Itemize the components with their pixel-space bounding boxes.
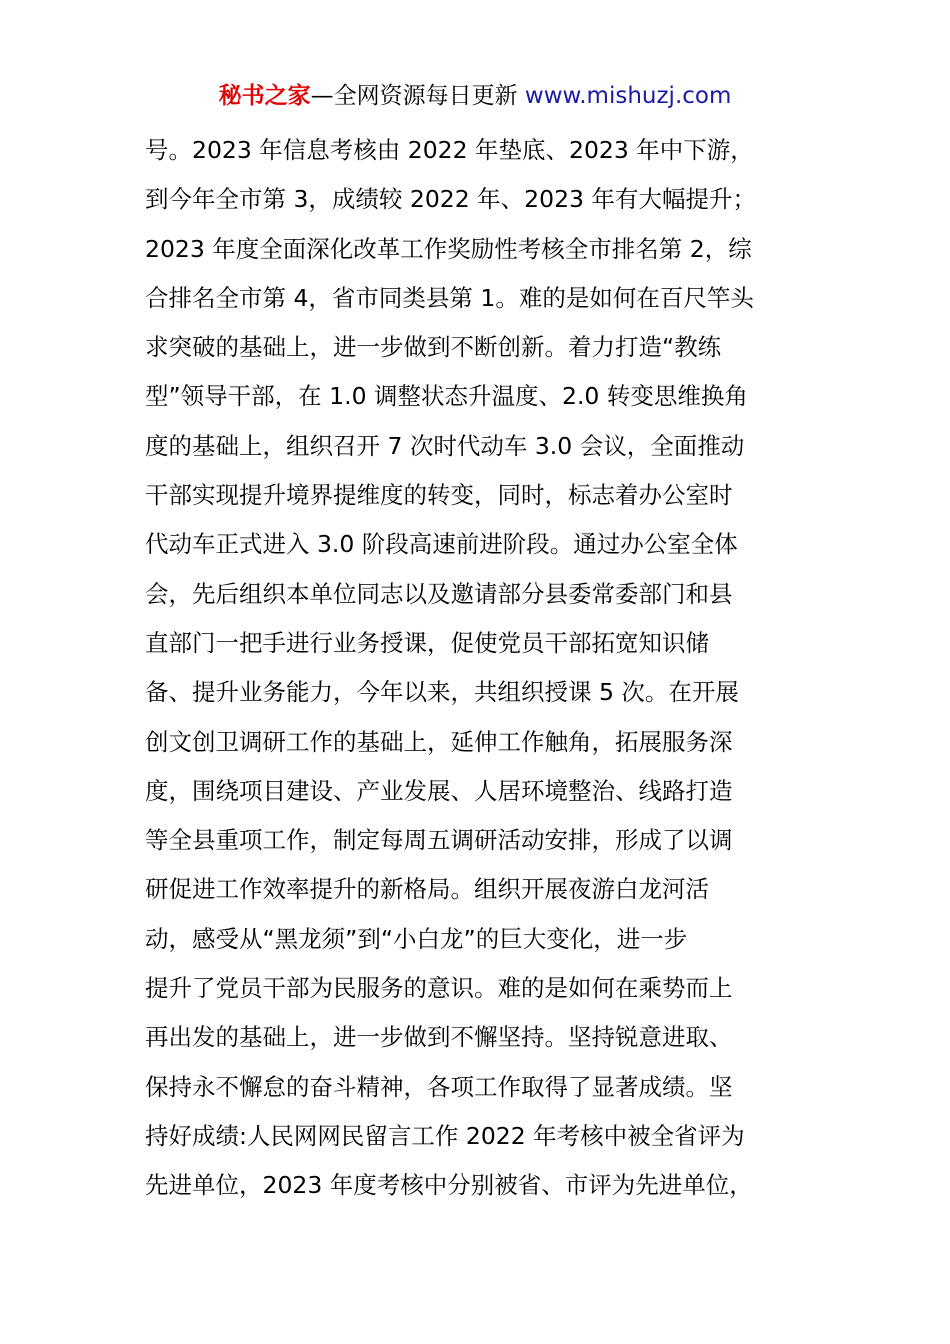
text-line: 合排名全市第 4，省市同类县第 1。难的是如何在百尺竿头	[145, 283, 754, 312]
text-line: 度的基础上，组织召开 7 次时代动车 3.0 会议，全面推动	[145, 431, 745, 460]
text-line: 保持永不懈怠的奋斗精神，各项工作取得了显著成绩。坚	[145, 1072, 733, 1101]
text-line: 研促进工作效率提升的新格局。组织开展夜游白龙河活	[145, 875, 709, 904]
document-body	[145, 126, 815, 1211]
text-line: 等全县重项工作，制定每周五调研活动安排，形成了以调	[145, 826, 733, 855]
text-line: 持好成绩:人民网网民留言工作 2022 年考核中被全省评为	[145, 1121, 745, 1150]
text-line: 创文创卫调研工作的基础上，延伸工作触角，拓展服务深	[145, 727, 733, 756]
site-tagline: —全网资源每日更新	[310, 83, 518, 109]
text-line: 2023 年度全面深化改革工作奖励性考核全市排名第 2，综	[145, 234, 752, 263]
text-line: 直部门一把手进行业务授课，促使党员干部拓宽知识储	[145, 628, 709, 657]
site-header	[0, 80, 950, 112]
text-line: 号。2023 年信息考核由 2022 年垫底、2023 年中下游，	[145, 136, 754, 164]
text-line: 再出发的基础上，进一步做到不懈坚持。坚持锐意进取、	[145, 1023, 733, 1052]
site-brand: 秘书之家	[218, 83, 311, 109]
text-line: 会，先后组织本单位同志以及邀请部分县委常委部门和县	[145, 579, 733, 608]
text-line: 动，感受从“黑龙须”到“小白龙”的巨大变化，进一步	[145, 924, 688, 953]
text-line: 备、提升业务能力，今年以来，共组织授课 5 次。在开展	[145, 678, 739, 707]
text-line: 代动车正式进入 3.0 阶段高速前进阶段。通过办公室全体	[145, 530, 738, 559]
text-line: 到今年全市第 3，成绩较 2022 年、2023 年有大幅提升；	[145, 185, 756, 214]
text-line: 先进单位，2023 年度考核中分别被省、市评为先进单位，	[145, 1171, 753, 1200]
site-url-link[interactable]: www.mishuzj.com	[524, 83, 732, 109]
text-line: 提升了党员干部为民服务的意识。难的是如何在乘势而上	[145, 974, 733, 1003]
text-line: 求突破的基础上，进一步做到不断创新。着力打造“教练	[145, 333, 722, 362]
text-line: 型”领导干部，在 1.0 调整状态升温度、2.0 转变思维换角	[145, 382, 748, 411]
text-line: 干部实现提升境界提维度的转变，同时，标志着办公室时	[145, 481, 733, 510]
text-line: 度，围绕项目建设、产业发展、人居环境整治、线路打造	[145, 776, 733, 805]
